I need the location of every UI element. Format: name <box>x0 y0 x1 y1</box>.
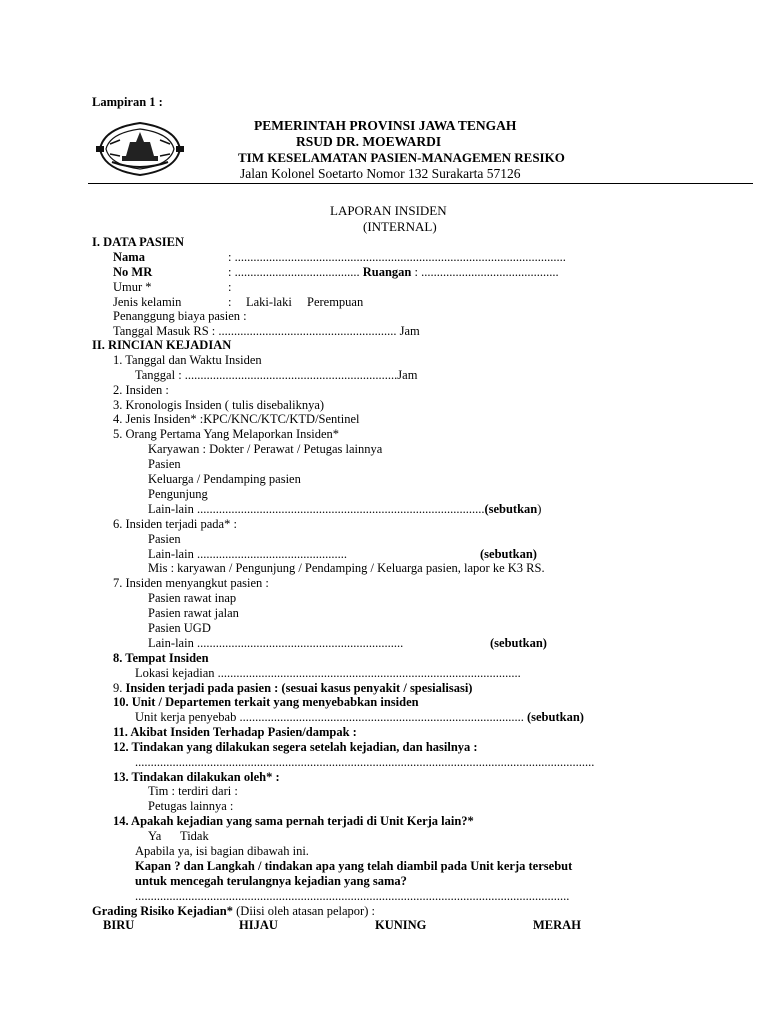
age-field[interactable]: : <box>228 280 232 294</box>
recurrence-option-yes[interactable]: Ya <box>148 829 162 843</box>
item-chronology: 3. Kronologis Insiden ( tulis disebaliknya) <box>113 398 325 412</box>
incident-date-field[interactable]: Tanggal : ....................................................................Jam <box>135 368 418 382</box>
item-patient-type: 7. Insiden menyangkut pasien : <box>113 576 269 590</box>
item-related-unit: 10. Unit / Departemen terkait yang menyebabkan insiden <box>113 695 419 709</box>
patient-type-other-specify: (sebutkan) <box>490 636 547 650</box>
section-incident-details-heading: II. RINCIAN KEJADIAN <box>92 338 232 352</box>
grade-red[interactable]: MERAH <box>533 918 581 932</box>
section-patient-data-heading: I. DATA PASIEN <box>92 235 185 249</box>
header-team: TIM KESELAMATAN PASIEN-MANAGEMEN RESIKO <box>238 150 565 165</box>
name-label: Nama <box>113 250 145 264</box>
patient-type-outpatient[interactable]: Pasien rawat jalan <box>148 606 239 620</box>
recurrence-instruction: Apabila ya, isi bagian dibawah ini. <box>135 844 309 858</box>
patient-type-other[interactable]: Lain-lain .................................................................. <box>148 636 404 650</box>
immediate-action-field[interactable]: ................................................................................................................................................... <box>135 755 595 769</box>
patient-type-emergency[interactable]: Pasien UGD <box>148 621 211 635</box>
item-incident-subject: 6. Insiden terjadi pada* : <box>113 517 237 531</box>
reporter-option-patient[interactable]: Pasien <box>148 457 181 471</box>
subject-option-patient[interactable]: Pasien <box>148 532 181 546</box>
incident-location-field[interactable]: Lokasi kejadian ................................................................................................. <box>135 666 521 680</box>
recurrence-question-1: Kapan ? dan Langkah / tindakan apa yang telah diambil pada Unit kerja tersebut <box>135 859 573 873</box>
header-divider <box>88 183 753 184</box>
medical-record-field[interactable]: : ........................................ Ruangan : ............................................ <box>228 265 559 279</box>
recurrence-option-no[interactable]: Tidak <box>180 829 209 843</box>
province-crest-logo <box>96 118 184 180</box>
reporter-option-staff[interactable]: Karyawan : Dokter / Perawat / Petugas lainnya <box>148 442 383 456</box>
item-patient-case: 9. Insiden terjadi pada pasien : (sesuai kasus penyakit / spesialisasi) <box>113 681 473 695</box>
medical-record-label: No MR <box>113 265 153 279</box>
gender-colon: : <box>228 295 232 309</box>
attachment-label: Lampiran 1 : <box>92 95 163 109</box>
subject-other-specify: (sebutkan) <box>480 547 537 561</box>
name-field[interactable]: : .......................................................................................................... <box>228 250 566 264</box>
subject-option-other[interactable]: Lain-lain ................................................ <box>148 547 347 561</box>
payer-field[interactable]: Penanggung biaya pasien : <box>113 309 247 323</box>
reporter-option-family[interactable]: Keluarga / Pendamping pasien <box>148 472 301 486</box>
admission-date-field[interactable]: Tanggal Masuk RS : ......................................................... Jam <box>113 324 420 338</box>
item-incident-type: 4. Jenis Insiden* :KPC/KNC/KTC/KTD/Sentinel <box>113 412 360 426</box>
grade-green[interactable]: HIJAU <box>239 918 278 932</box>
patient-type-inpatient[interactable]: Pasien rawat inap <box>148 591 237 605</box>
item-impact: 11. Akibat Insiden Terhadap Pasien/dampak : <box>113 725 357 739</box>
recurrence-answer-field[interactable]: ........................................................................................................................................... <box>135 889 570 903</box>
report-subtitle: (INTERNAL) <box>363 219 437 234</box>
grade-yellow[interactable]: KUNING <box>375 918 427 932</box>
item-recurrence: 14. Apakah kejadian yang sama pernah terjadi di Unit Kerja lain?* <box>113 814 474 828</box>
room-label: Ruangan <box>362 265 412 279</box>
header-address: Jalan Kolonel Soetarto Nomor 132 Surakarta 57126 <box>240 166 521 181</box>
item-action-by: 13. Tindakan dilakukan oleh* : <box>113 770 280 784</box>
reporter-option-other[interactable]: Lain-lain ............................................................................................(sebutkan) <box>148 502 542 516</box>
item-incident: 2. Insiden : <box>113 383 169 397</box>
item-incident-location: 8. Tempat Insiden <box>113 651 209 665</box>
item-first-reporter: 5. Orang Pertama Yang Melaporkan Insiden* <box>113 427 339 441</box>
header-government: PEMERINTAH PROVINSI JAWA TENGAH <box>254 118 517 133</box>
report-title: LAPORAN INSIDEN <box>330 203 447 218</box>
grade-blue[interactable]: BIRU <box>103 918 135 932</box>
reporter-option-visitor[interactable]: Pengunjung <box>148 487 208 501</box>
item-immediate-action: 12. Tindakan yang dilakukan segera setelah kejadian, dan hasilnya : <box>113 740 478 754</box>
room-field[interactable]: : ............................................ <box>411 265 559 279</box>
gender-option-female[interactable]: Perempuan <box>307 295 364 309</box>
subject-note: Mis : karyawan / Pengunjung / Pendamping / Keluarga pasien, lapor ke K3 RS. <box>148 561 545 575</box>
item-incident-datetime: 1. Tanggal dan Waktu Insiden <box>113 353 262 367</box>
header-hospital: RSUD DR. MOEWARDI <box>296 134 442 149</box>
gender-label: Jenis kelamin <box>113 295 182 309</box>
action-by-team[interactable]: Tim : terdiri dari : <box>148 784 238 798</box>
gender-option-male[interactable]: Laki-laki <box>246 295 292 309</box>
recurrence-question-2: untuk mencegah terulangnya kejadian yang sama? <box>135 874 407 888</box>
causing-unit-field[interactable]: Unit kerja penyebab ........................................................................................... (sebutkan) <box>135 710 584 724</box>
risk-grading-label: Grading Risiko Kejadian* (Diisi oleh atasan pelapor) : <box>92 904 375 918</box>
action-by-other-staff[interactable]: Petugas lainnya : <box>148 799 234 813</box>
age-label: Umur * <box>113 280 152 294</box>
